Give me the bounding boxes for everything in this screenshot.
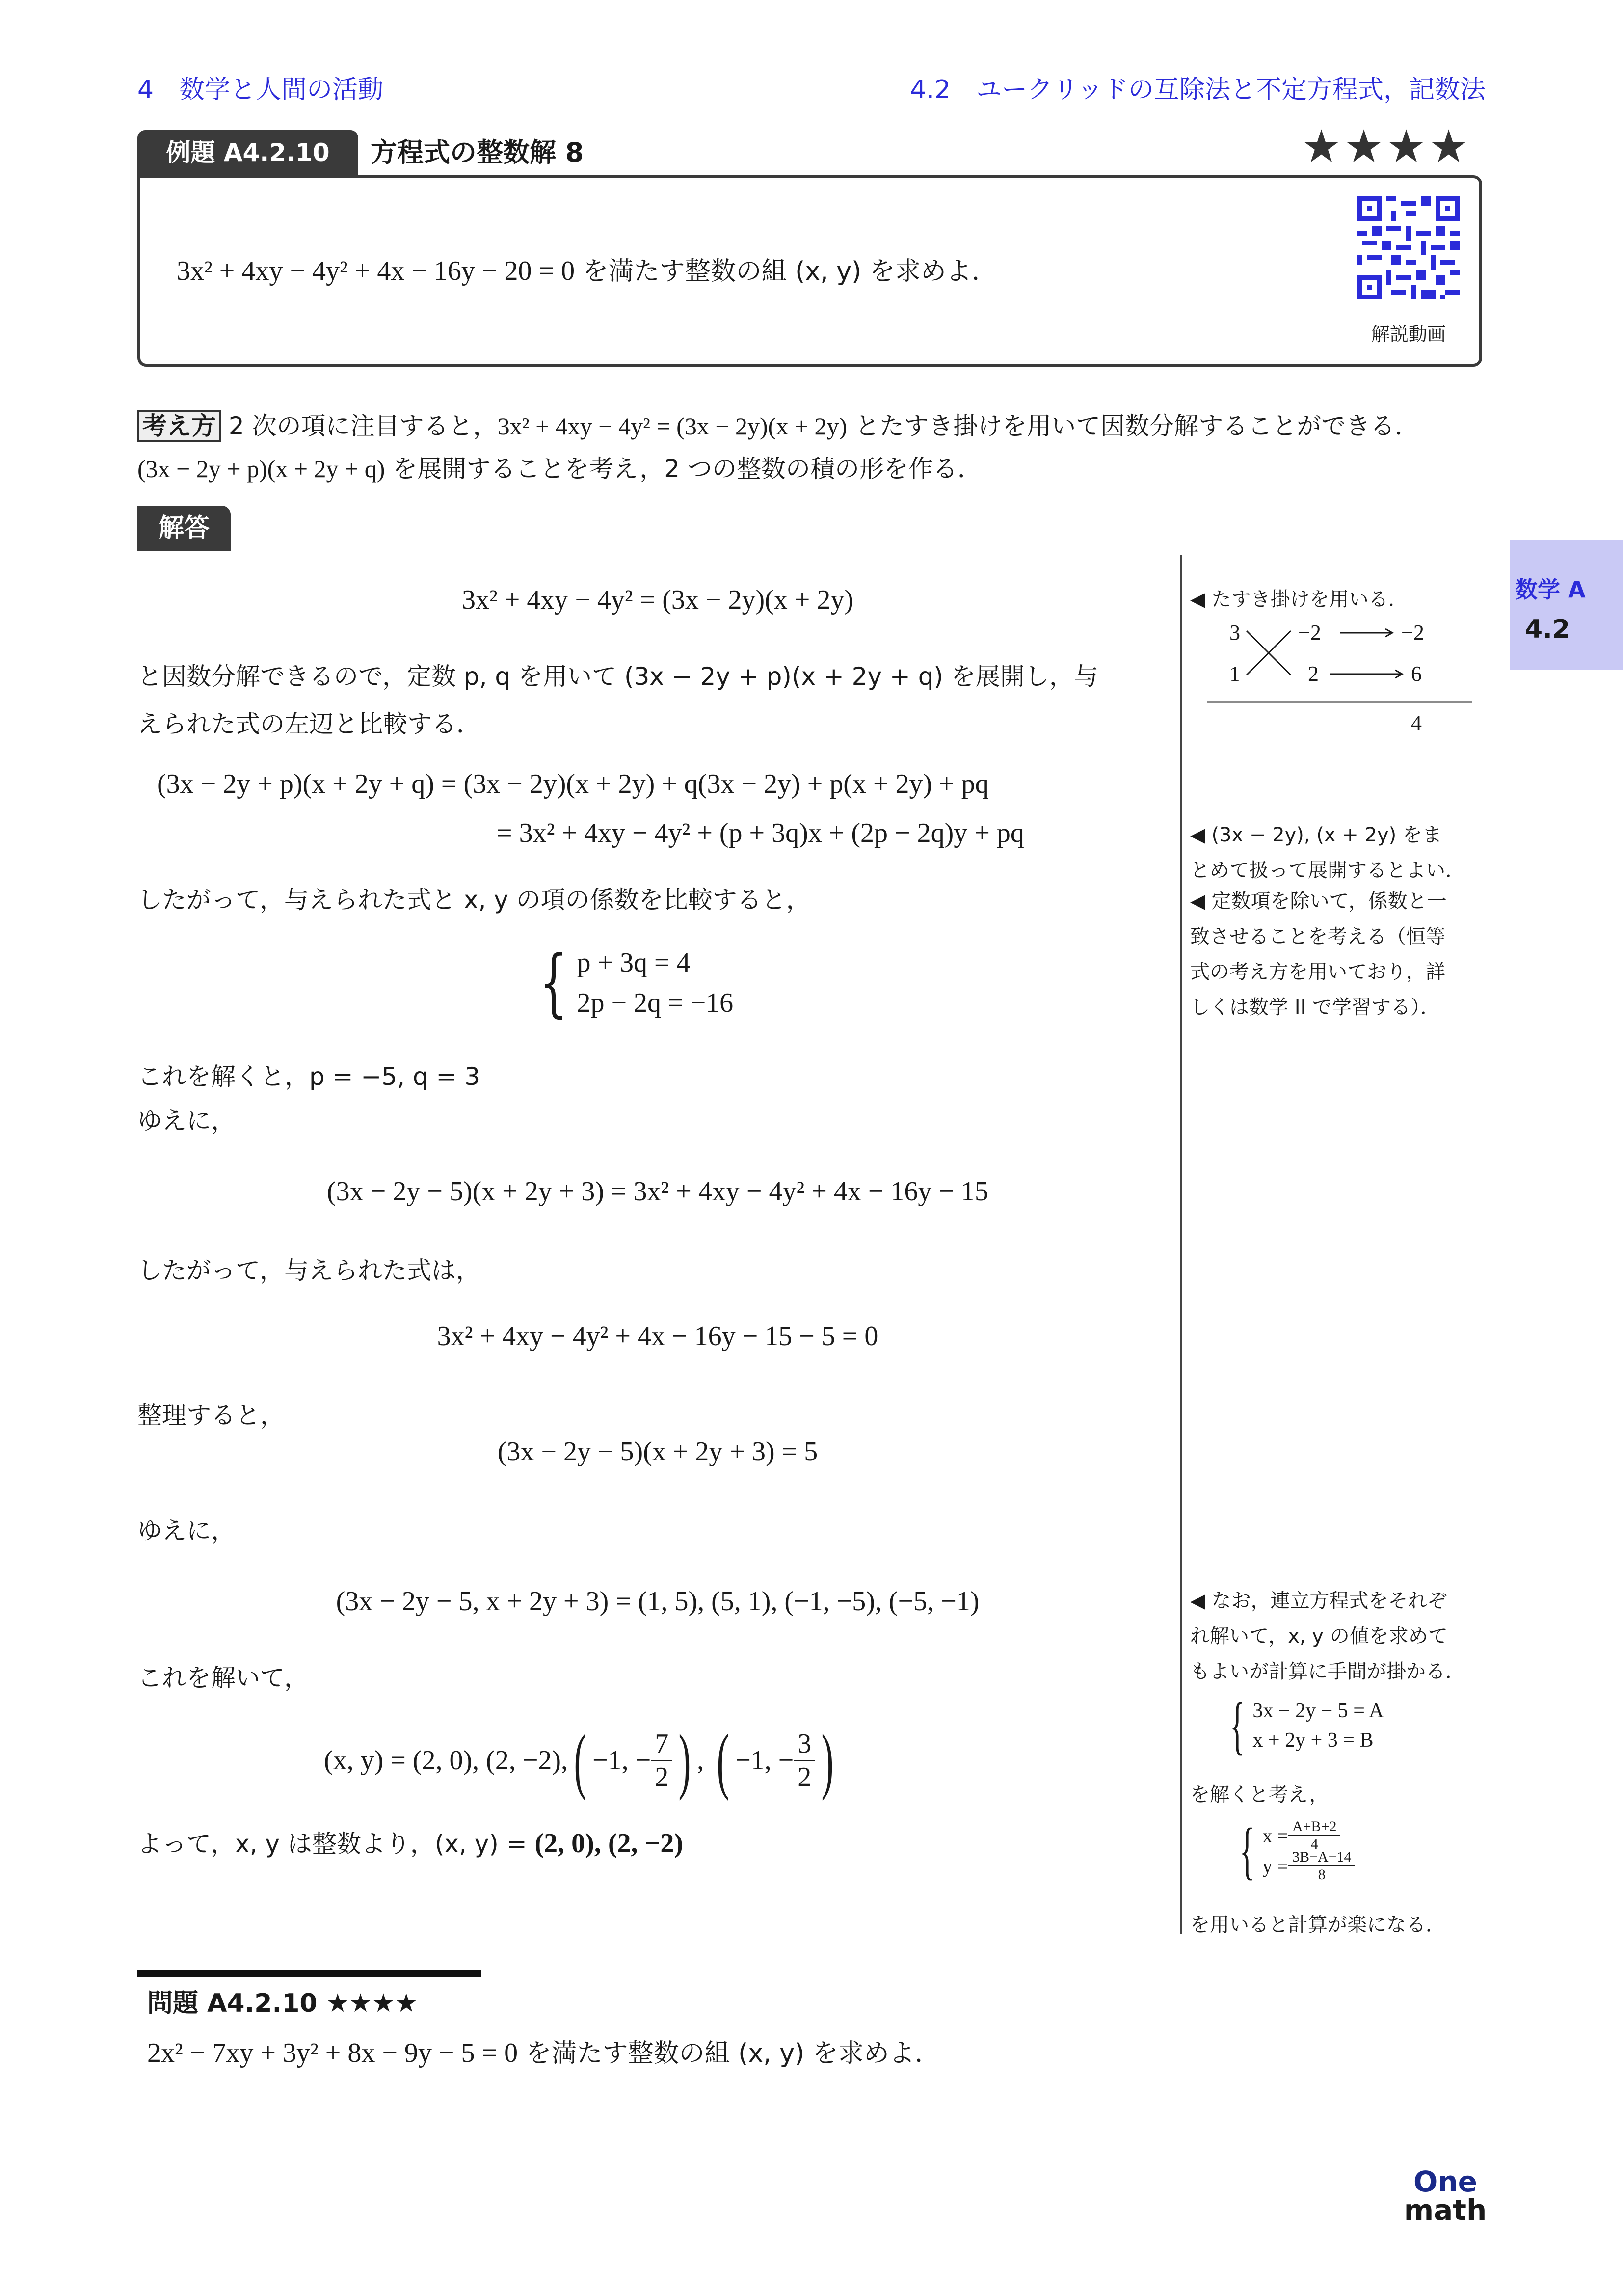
- section-header: 4.2 ユークリッドの互除法と不定方程式，記数法: [910, 75, 1486, 105]
- qr-code[interactable]: [1357, 196, 1460, 309]
- sidenote-easier: を用いると計算が楽になる．: [1190, 1914, 1445, 1936]
- solution-4-fraction: $\frac{3}{2}$: [794, 1728, 815, 1793]
- eq-expansion-1: (3x − 2y + p)(x + 2y + q) = (3x − 2y)(x + 2y) + q(3x − 2y) + p(x + 2y) + pq: [157, 769, 989, 799]
- logo-line-1: One: [1413, 2165, 1477, 2198]
- hint-line-2: [137, 448, 982, 490]
- chapter-header: 4 数学と人間の活動: [137, 75, 384, 105]
- sidenote-alternative: ◀ なお，連立方程式をそれぞ れ解いて，x, y の値を求めて もよいが計算に手間が掛かる．: [1190, 1590, 1465, 1683]
- tasuki-r2b: 2: [1308, 662, 1319, 686]
- eq-factorization: 3x² + 4xy − 4y² = (3x − 2y)(x + 2y): [461, 585, 854, 615]
- sidenote-solve: を解くと考え，: [1190, 1783, 1329, 1806]
- eq-expansion-2: = 3x² + 4xy − 4y² + (p + 3q)x + (2p − 2q)y + pq: [497, 818, 1024, 848]
- tab-subject: 数学 A: [1515, 576, 1586, 603]
- exercise-statement: [147, 2032, 940, 2069]
- qr-code-icon: [1357, 196, 1460, 309]
- solution-text-2: したがって，与えられた式と x, y の項の係数を比較すると，: [137, 886, 811, 914]
- tasuki-diagram: [1202, 616, 1477, 744]
- solution-4-prefix: −1, −: [735, 1745, 794, 1776]
- sidenote-xy-formulas: { x = $\frac{A+B+2}{4}$ y = $\frac{3B-A-14}{8}$: [1232, 1819, 1355, 1883]
- coefficient-system: [530, 940, 734, 1026]
- final-answer-text: よって，x, y は整数より，(x, y) =: [137, 1830, 535, 1858]
- logo-line-2: math: [1404, 2193, 1487, 2227]
- exercise-rule: [137, 1970, 481, 1977]
- sidenote-system-ab: { 3x − 2y − 5 = A x + 2y + 3 = B: [1229, 1690, 1384, 1761]
- sidenote-grouping: ◀ (3x − 2y), (x + 2y) をま とめて扱って展開するとよい．: [1190, 824, 1465, 882]
- eq-rewritten: 3x² + 4xy − 4y² + 4x − 16y − 15 − 5 = 0: [437, 1321, 878, 1351]
- problem-math: 3x² + 4xy − 4y² + 4x − 16y − 20 = 0: [177, 256, 575, 286]
- example-label: 例題 A4.2.10: [137, 130, 358, 175]
- solution-3-prefix: −1, −: [592, 1745, 651, 1776]
- sidenote-identity: ◀ 定数項を除いて，係数と一 致させることを考える（恒等 式の考え方を用いており，詳 しくは数学 II で学習する）．: [1190, 890, 1447, 1019]
- hint-text-1b: とたすき掛けを用いて因数分解することができる．: [847, 412, 1420, 440]
- solution-text-5: したがって，与えられた式は，: [137, 1256, 480, 1285]
- hint-label: 考え方: [137, 410, 221, 442]
- final-answer: (2, 0), (2, −2): [534, 1828, 684, 1859]
- eq-solutions: (x, y) = (2, 0), (2, −2), ( −1, − $\frac{7}{2}$ ) , ( −1, − $\frac{3}{2}$ ): [324, 1720, 834, 1801]
- tasuki-r1a: 3: [1229, 621, 1240, 645]
- solution-text-3: これを解くと，p = −5, q = 3: [137, 1062, 480, 1091]
- eq-factor-pairs: (3x − 2y − 5, x + 2y + 3) = (1, 5), (5, 1), (−1, −5), (−5, −1): [336, 1586, 980, 1617]
- hint-text-2b: を展開することを考え，2 つの整数の積の形を作る．: [385, 455, 983, 483]
- solution-text-1a: と因数分解できるので，定数 p, q を用いて (3x − 2y + p)(x + 2y + q) を展開し，与: [137, 662, 1098, 691]
- tasuki-r1b: −2: [1298, 621, 1321, 645]
- section-tab[interactable]: [1510, 540, 1623, 670]
- example-title: 方程式の整数解 8: [371, 137, 584, 168]
- problem-text: を満たす整数の組 (x, y) を求めよ．: [575, 257, 997, 286]
- system-eq-1: p + 3q = 4: [577, 947, 691, 978]
- system-eq-2: 2p − 2q = −16: [577, 988, 734, 1018]
- tasuki-r2a: 1: [1229, 662, 1240, 686]
- solutions-integer-part: (x, y) = (2, 0), (2, −2),: [324, 1745, 568, 1776]
- solution-text-8: これを解いて，: [137, 1664, 309, 1692]
- final-answer-line: [137, 1822, 683, 1865]
- eq-expanded-product: (3x − 2y − 5)(x + 2y + 3) = 3x² + 4xy − 4y² + 4x − 16y − 15: [327, 1176, 988, 1207]
- column-divider: [1180, 555, 1182, 1934]
- solution-text-6: 整理すると，: [137, 1401, 285, 1430]
- sidenote-tasuki: ◀ たすき掛けを用いる．: [1190, 588, 1408, 611]
- exercise-math: 2x² − 7xy + 3y² + 8x − 9y − 5 = 0: [147, 2038, 518, 2068]
- tasuki-r1c: −2: [1401, 621, 1424, 645]
- solution-text-7: ゆえに，: [137, 1516, 236, 1545]
- tab-section: 4.2: [1525, 615, 1570, 644]
- qr-caption: 解説動画: [1371, 324, 1446, 345]
- solution-text-1b: えられた式の左辺と比較する．: [137, 710, 481, 738]
- onemath-logo: [1404, 2165, 1487, 2227]
- difficulty-stars: ★★★★: [1301, 120, 1471, 173]
- hint-line-1: [137, 405, 1419, 447]
- hint-math-2: (3x − 2y + p)(x + 2y + q): [137, 455, 385, 483]
- problem-statement: [177, 250, 997, 287]
- solution-text-4: ゆえに，: [137, 1107, 236, 1135]
- exercise-text: を満たす整数の組 (x, y) を求めよ．: [518, 2039, 940, 2068]
- hint-text-1a: 2 次の項に注目すると，: [221, 412, 498, 440]
- answer-label: 解答: [137, 506, 231, 551]
- tasuki-sum: 4: [1411, 711, 1422, 735]
- eq-product-form: (3x − 2y − 5)(x + 2y + 3) = 5: [497, 1436, 818, 1467]
- hint-math-1: 3x² + 4xy − 4y² = (3x − 2y)(x + 2y): [497, 412, 848, 440]
- left-brace: {: [539, 940, 568, 1026]
- solution-3-fraction: $\frac{7}{2}$: [651, 1728, 672, 1793]
- exercise-label: 問題 A4.2.10 ★★★★: [147, 1989, 418, 2018]
- tasuki-r2c: 6: [1411, 662, 1422, 686]
